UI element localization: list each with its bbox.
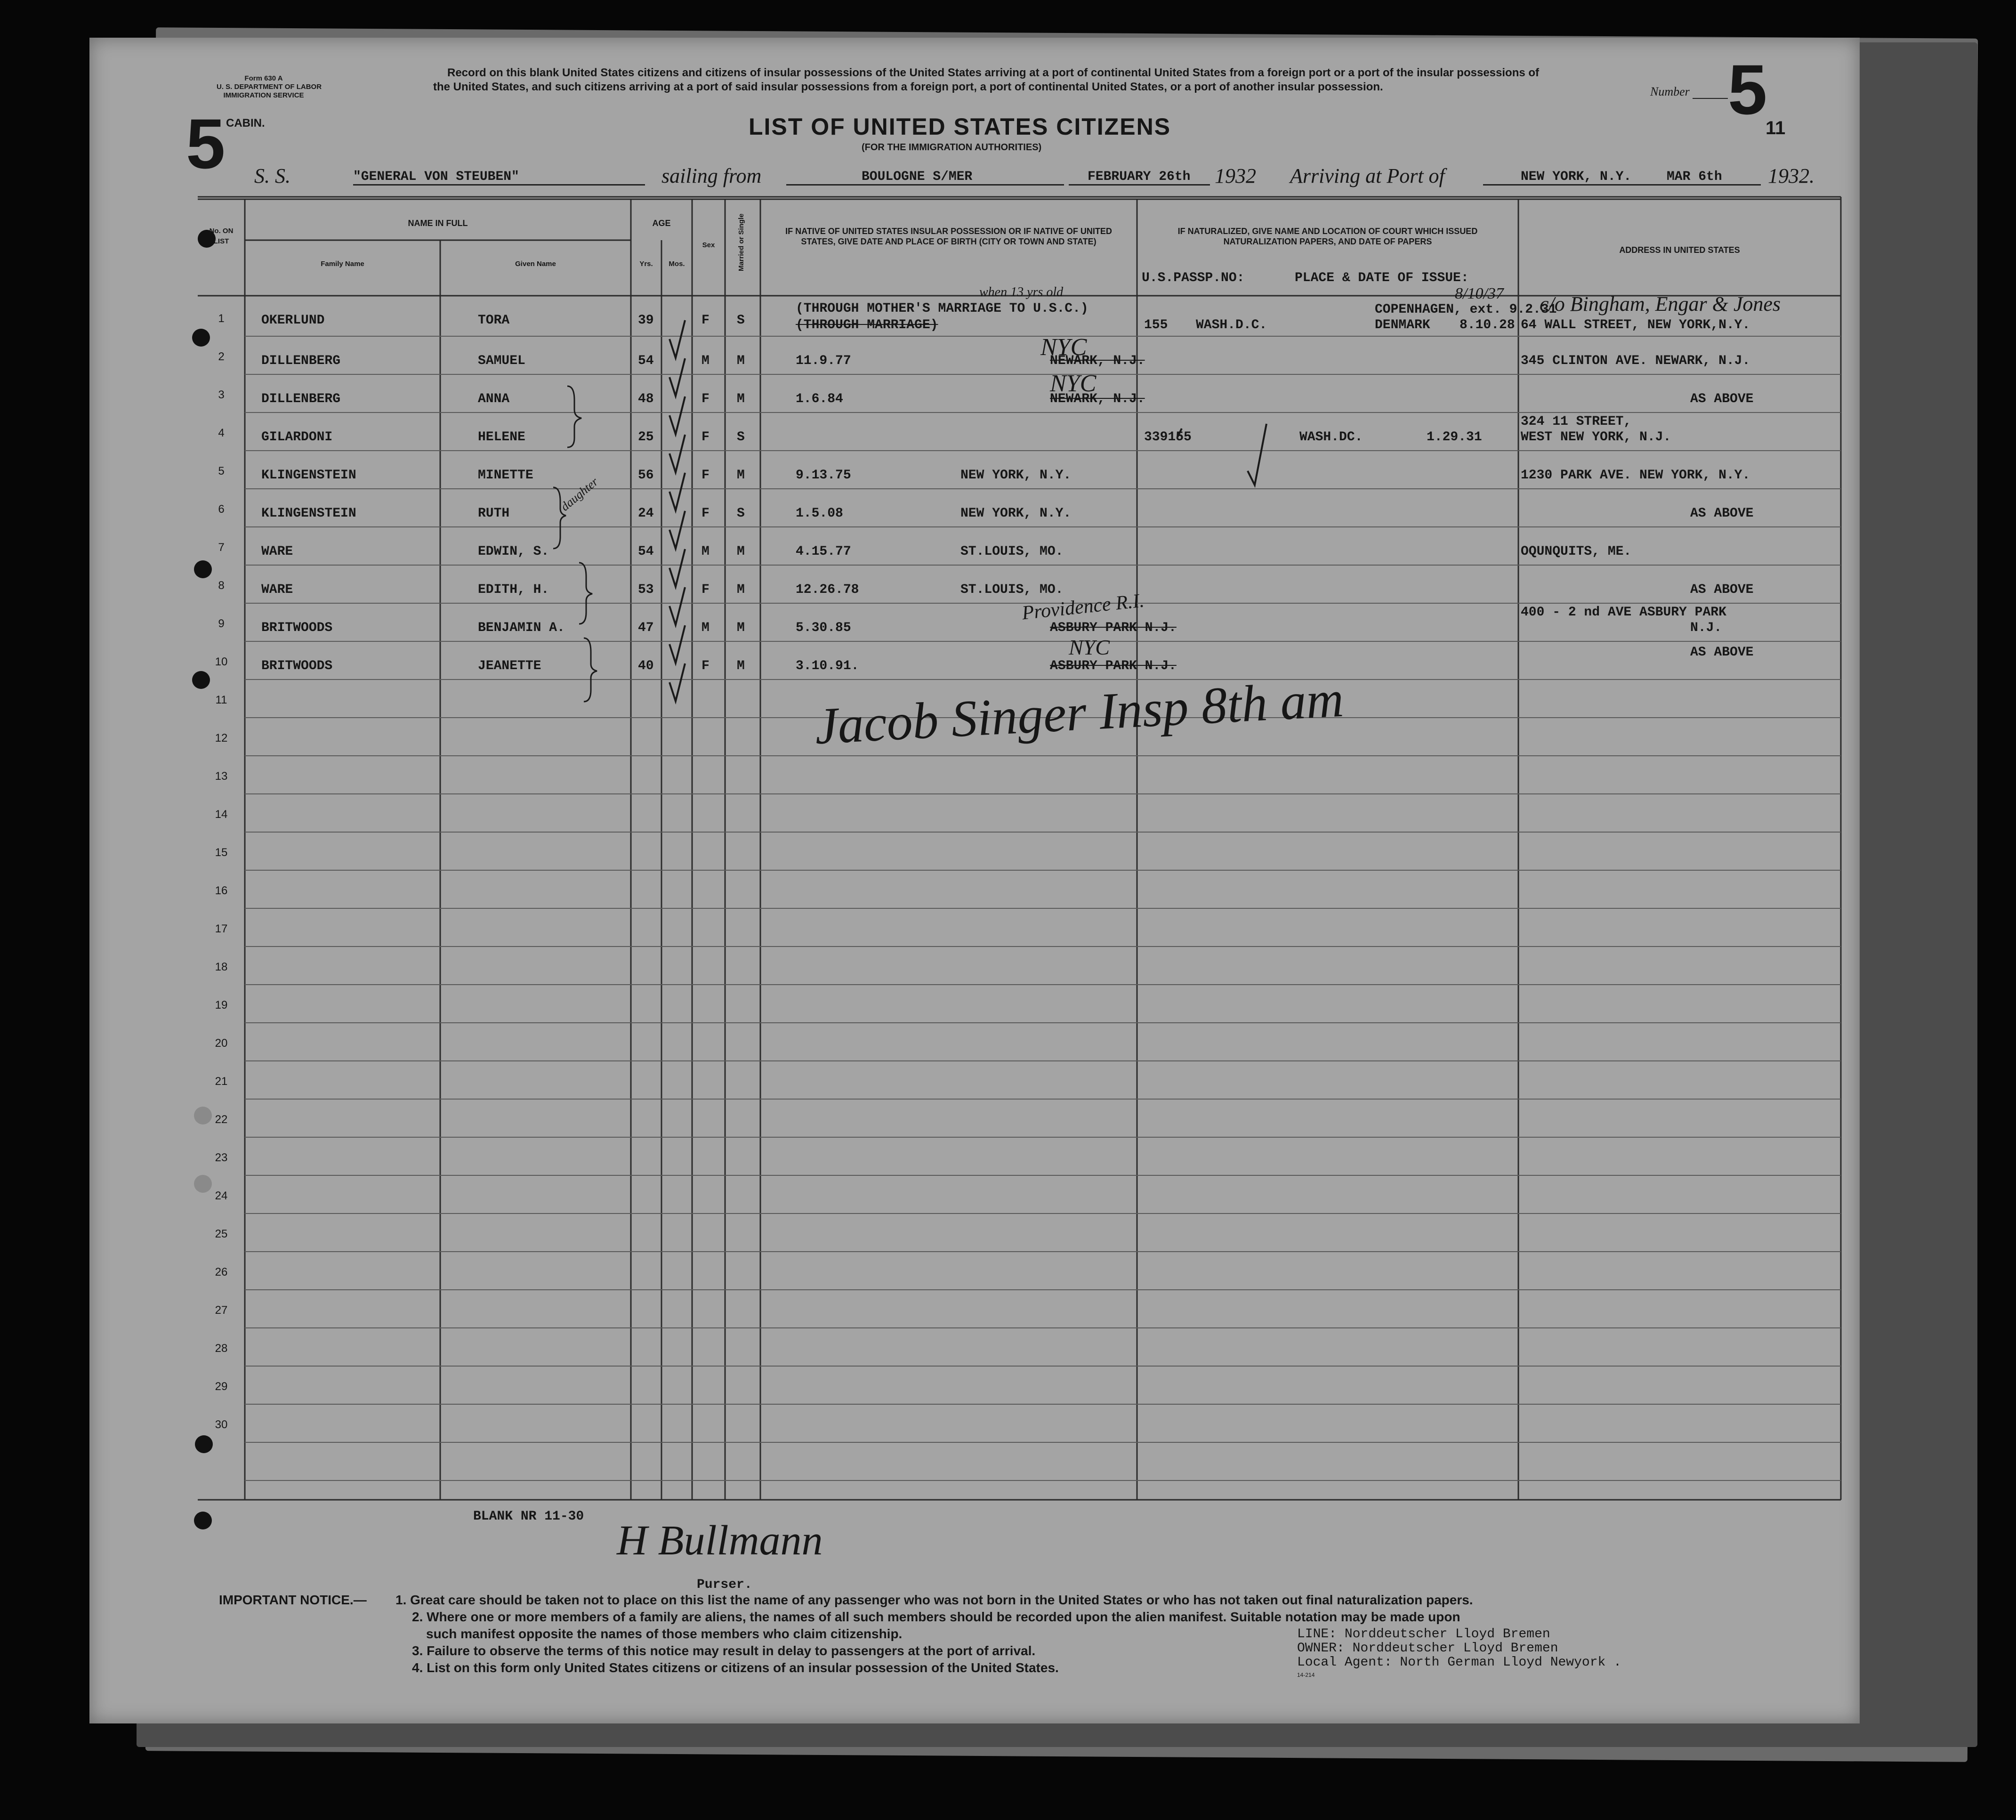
page-number: 11	[1766, 118, 1786, 138]
issue-place: COPENHAGEN, ext. 9.2.31	[1375, 302, 1557, 317]
issue-place-country: DENMARK	[1375, 318, 1430, 332]
marital-status: M	[737, 544, 745, 559]
birth-place: (THROUGH MOTHER'S MARRIAGE TO U.S.C.)	[796, 301, 1089, 316]
marital-status: M	[737, 392, 745, 406]
row-number: 11	[215, 694, 227, 706]
row-number: 4	[218, 427, 225, 439]
age-years: 54	[638, 354, 654, 368]
notice-title: IMPORTANT NOTICE.—	[219, 1593, 367, 1607]
row-number: 8	[218, 579, 225, 592]
birth-date: 9.13.75	[796, 468, 851, 483]
ship-owner: OWNER: Norddeutscher Lloyd Bremen	[1297, 1641, 1558, 1656]
birth-date: 1.6.84	[796, 392, 843, 406]
address: OQUNQUITS, ME.	[1521, 544, 1632, 559]
given-name: ANNA	[478, 392, 510, 406]
inspector-signature: Jacob Singer Insp 8th am	[813, 670, 1345, 755]
marital-status: M	[737, 354, 745, 368]
family-name: OKERLUND	[261, 313, 325, 328]
given-name: EDWIN, S.	[478, 544, 549, 559]
row-number: 20	[215, 1037, 228, 1050]
row-number: 15	[215, 846, 228, 859]
header-mos: Mos.	[669, 260, 685, 268]
row-number: 7	[218, 541, 225, 554]
header-name-in-full: NAME IN FULL	[408, 218, 468, 228]
address-line-2: WEST NEW YORK, N.J.	[1521, 430, 1671, 445]
issuing-court: WASH.DC.	[1299, 430, 1363, 445]
family-name: KLINGENSTEIN	[261, 468, 356, 483]
date-from: FEBRUARY 26th	[1069, 170, 1210, 186]
birth-place: NEW YORK, N.Y.	[960, 506, 1072, 521]
handwritten-note: when 13 yrs old	[979, 285, 1064, 299]
row-number: 9	[218, 617, 225, 630]
row-number: 17	[215, 922, 228, 935]
age-years: 48	[638, 392, 654, 406]
row-number: 30	[215, 1418, 228, 1431]
header-naturalized: IF NATURALIZED, GIVE NAME AND LOCATION OF COURT WHICH ISSUED NATURALIZATION PAPERS, AND DATE OF PAPERS	[1177, 226, 1478, 246]
notice-item: 4. List on this form only United States citizens or citizens of an insular possession of the United States.	[412, 1660, 1059, 1675]
family-name: DILLENBERG	[261, 354, 341, 368]
marital-status: S	[737, 430, 745, 445]
age-years: 25	[638, 430, 654, 445]
number-label: Number	[1650, 85, 1690, 98]
birth-note: (THROUGH MARRIAGE)	[796, 318, 938, 332]
header-age: AGE	[652, 218, 671, 228]
row-number: 5	[218, 465, 225, 477]
row-number: 27	[215, 1304, 228, 1317]
marital-status: M	[737, 659, 745, 673]
address: AS ABOVE	[1690, 645, 1754, 660]
address: AS ABOVE	[1690, 582, 1754, 597]
local-agent: Local Agent: North German Lloyd Newyork .	[1297, 1655, 1621, 1670]
notice-item: 2. Where one or more members of a family are aliens, the names of all such members should be recorded upon the alien manifest. Suitable notation may be made upon	[412, 1610, 1460, 1624]
handwritten-birth-place: NYC	[1040, 334, 1087, 361]
handwritten-address: c/o Bingham, Engar & Jones	[1540, 292, 1781, 315]
issuing-court: WASH.D.C.	[1196, 318, 1267, 332]
shipping-line: LINE: Norddeutscher Lloyd Bremen	[1297, 1627, 1550, 1642]
sex: F	[702, 659, 710, 673]
handwritten-date: 8/10/37	[1455, 285, 1504, 302]
page-title: LIST OF UNITED STATES CITIZENS	[749, 113, 1171, 140]
family-name: WARE	[261, 544, 293, 559]
sex: M	[702, 354, 710, 368]
row-number: 23	[215, 1151, 228, 1164]
given-name: TORA	[478, 313, 510, 328]
row-number: 14	[215, 808, 228, 821]
age-years: 53	[638, 582, 654, 597]
header-given-name: Given Name	[515, 260, 556, 268]
sex: F	[702, 506, 710, 521]
address: 345 CLINTON AVE. NEWARK, N.J.	[1521, 354, 1750, 368]
row-number: 12	[215, 732, 228, 744]
marital-status: S	[737, 506, 745, 521]
birth-place: NEWARK, N.J.	[1050, 354, 1145, 368]
purser-signature: H Bullmann	[617, 1517, 823, 1564]
ss-label: S. S.	[254, 164, 290, 187]
given-name: EDITH, H.	[478, 582, 549, 597]
family-braces	[553, 386, 597, 702]
address: 64 WALL STREET, NEW YORK,N.Y.	[1521, 318, 1750, 332]
row-number: 24	[215, 1189, 228, 1202]
row-number: 2	[218, 350, 225, 363]
given-name: BENJAMIN A.	[478, 621, 565, 635]
row-number: 18	[215, 961, 228, 973]
row-number: 25	[215, 1228, 228, 1240]
sex: M	[702, 621, 710, 635]
given-name: JEANETTE	[478, 659, 541, 673]
notice-item: 1. Great care should be taken not to place on this list the name of any passenger who was not born in the United States or who has not taken out final naturalization papers.	[395, 1593, 1473, 1607]
birth-date: 12.26.78	[796, 582, 859, 597]
year-from: 1932	[1215, 164, 1256, 187]
birth-place: ST.LOUIS, MO.	[960, 544, 1064, 559]
marital-status: M	[737, 621, 745, 635]
notice-item: such manifest opposite the names of those members who claim citizenship.	[426, 1626, 903, 1641]
class-label: CABIN.	[226, 117, 265, 129]
header-birth: IF NATIVE OF UNITED STATES INSULAR POSSESSION OR IF NATIVE OF UNITED STATES, GIVE DATE AND PLACE OF BIRTH (CITY OR TOWN AND STATE)	[785, 226, 1112, 246]
row-number: 6	[218, 503, 225, 516]
row-number: 16	[215, 884, 228, 897]
address-line-2: N.J.	[1690, 621, 1722, 635]
issue-date: 8.10.28	[1460, 318, 1515, 332]
address: AS ABOVE	[1690, 506, 1754, 521]
row-number: 26	[215, 1266, 228, 1278]
birth-date: 11.9.77	[796, 354, 851, 368]
address: 324 11 STREET,	[1521, 414, 1632, 429]
sex: F	[702, 313, 710, 328]
sex: F	[702, 582, 710, 597]
number-value: 5	[1728, 50, 1767, 129]
family-name: BRITWOODS	[261, 621, 333, 635]
row-number: 29	[215, 1380, 228, 1393]
header-no-on-list: No. ON LIST	[209, 227, 234, 245]
port-to: NEW YORK, N.Y.	[1483, 170, 1657, 186]
row-number: 3	[218, 388, 225, 401]
row-number: 28	[215, 1342, 228, 1355]
header-address: ADDRESS IN UNITED STATES	[1619, 245, 1740, 255]
passport-number: 155	[1144, 318, 1168, 332]
sex: F	[702, 430, 710, 445]
birth-place: ASBURY PARK N.J.	[1050, 659, 1177, 673]
given-name: SAMUEL	[478, 354, 525, 368]
row-number: 1	[218, 312, 225, 325]
table-grid	[89, 38, 1860, 1723]
header-yrs: Yrs.	[639, 260, 653, 268]
date-to: MAR 6th	[1657, 170, 1761, 186]
form-number: Form 630 A	[244, 74, 283, 82]
instruction-text: Record on this blank United States citizens and citizens of insular possessions of the United States arriving at a port of continental United States from a foreign port or a port of the insular possessions of the United States, and such citizens arriving at a port of said insular possessions from a foreign port, a port of continental United States, or a port of another insular possession.	[433, 66, 1540, 93]
small-code: 14-214	[1297, 1672, 1315, 1678]
handwritten-birth-place: NYC	[1069, 635, 1110, 659]
page-subtitle: (FOR THE IMMIGRATION AUTHORITIES)	[862, 142, 1042, 153]
marital-status: M	[737, 582, 745, 597]
birth-place: ASBURY PARK N.J.	[1050, 621, 1177, 635]
row-number: 22	[215, 1113, 228, 1126]
birth-date: 5.30.85	[796, 621, 851, 635]
address: 1230 PARK AVE. NEW YORK, N.Y.	[1521, 468, 1750, 483]
arriving-label: Arriving at Port of	[1290, 164, 1445, 187]
sailing-label: sailing from	[661, 164, 762, 187]
row-number: 10	[215, 655, 228, 668]
header-sex: Sex	[702, 241, 715, 249]
department: U. S. DEPARTMENT OF LABOR	[217, 83, 322, 91]
birth-date: 3.10.91.	[796, 659, 859, 673]
birth-date: 4.15.77	[796, 544, 851, 559]
row-number: 13	[215, 770, 228, 783]
given-name: RUTH	[478, 506, 510, 521]
issue-date: 1.29.31	[1427, 430, 1482, 445]
passport-number: 339155	[1144, 430, 1192, 445]
age-years: 24	[638, 506, 654, 521]
header-place-date-issue: PLACE & DATE OF ISSUE:	[1295, 271, 1469, 285]
age-years: 47	[638, 621, 654, 635]
sex: F	[702, 468, 710, 483]
family-name: DILLENBERG	[261, 392, 341, 406]
address: AS ABOVE	[1690, 392, 1754, 406]
marital-status: M	[737, 468, 745, 483]
manifest-page	[89, 38, 1860, 1723]
age-years: 56	[638, 468, 654, 483]
service: IMMIGRATION SERVICE	[223, 91, 304, 99]
blank-note: BLANK NR 11-30	[473, 1509, 584, 1524]
handwritten-birth-place: Providence R.I.	[1021, 590, 1145, 624]
age-years: 40	[638, 659, 654, 673]
handwritten-birth-place: NYC	[1050, 370, 1097, 397]
ship-name: "GENERAL VON STEUBEN"	[353, 170, 645, 186]
row-number: 19	[215, 999, 228, 1011]
sex: F	[702, 392, 710, 406]
purser-label: Purser.	[697, 1577, 752, 1592]
birth-place: NEWARK, N.J.	[1050, 392, 1145, 406]
given-name: MINETTE	[478, 468, 533, 483]
address: 400 - 2 nd AVE ASBURY PARK	[1521, 605, 1726, 620]
birth-date: 1.5.08	[796, 506, 843, 521]
header-family-name: Family Name	[321, 260, 364, 268]
family-name: WARE	[261, 582, 293, 597]
family-name: BRITWOODS	[261, 659, 333, 673]
header-passport-no: U.S.PASSP.NO:	[1142, 271, 1245, 285]
family-name: KLINGENSTEIN	[261, 506, 356, 521]
class-mark: 5	[186, 104, 226, 183]
birth-place: NEW YORK, N.Y.	[960, 468, 1072, 483]
family-name: GILARDONI	[261, 430, 333, 445]
year-to: 1932.	[1768, 164, 1814, 187]
notice-item: 3. Failure to observe the terms of this notice may result in delay to passengers at the port of arrival.	[412, 1643, 1036, 1658]
age-years: 39	[638, 313, 654, 328]
age-years: 54	[638, 544, 654, 559]
sex: M	[702, 544, 710, 559]
port-from: BOULOGNE S/MER	[786, 170, 1064, 186]
handwritten-relation: daughter	[558, 475, 601, 514]
marital-status: S	[737, 313, 745, 328]
birth-place: ST.LOUIS, MO.	[960, 582, 1064, 597]
row-number: 21	[215, 1075, 228, 1088]
given-name: HELENE	[478, 430, 525, 445]
header-married-or-single: Married or Single	[737, 213, 745, 271]
